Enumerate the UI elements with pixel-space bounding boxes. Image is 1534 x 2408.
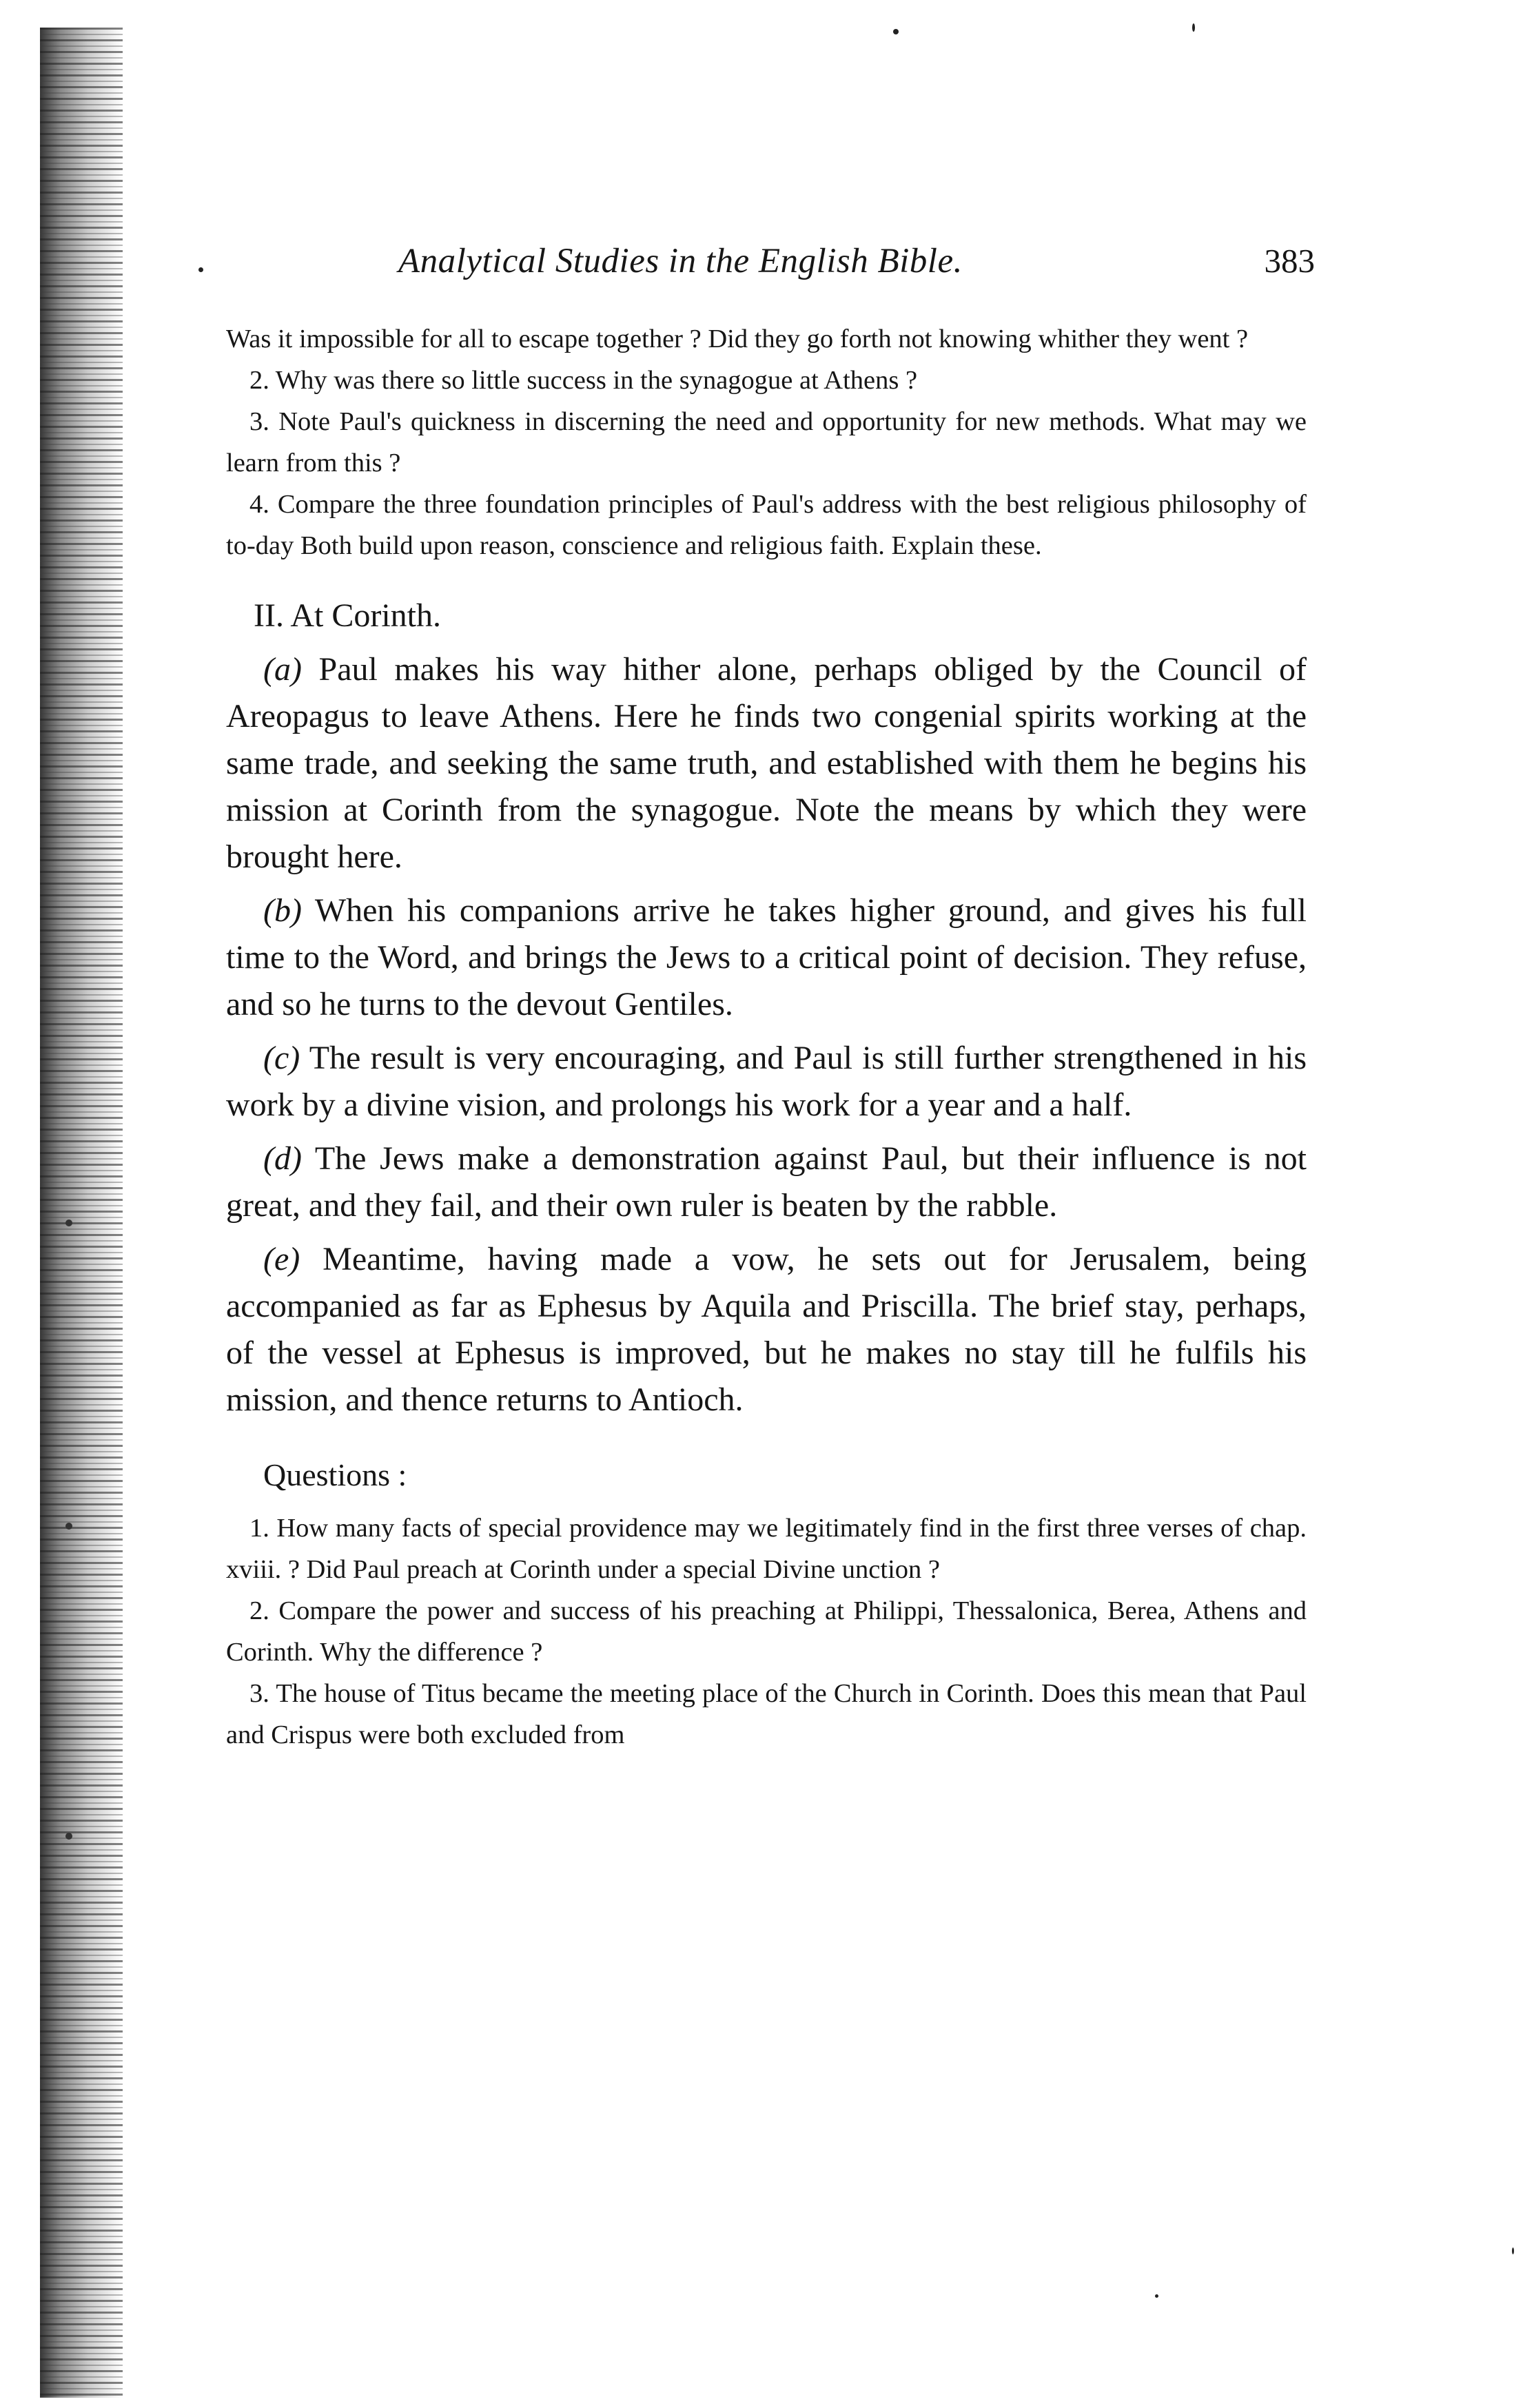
- header-dot: [198, 267, 203, 272]
- question-item: 2. Why was there so little success in the synagogue at Athens ?: [249, 366, 918, 395]
- question-item: 3. Note Paul's quickness in discerning the need and opportunity for new methods. What may we learn from this ?: [226, 407, 1307, 477]
- paragraph-label: (d): [263, 1140, 302, 1177]
- question-continuation: Was it impossible for all to escape together ? Did they go forth not knowing whither they went ?: [226, 325, 1249, 353]
- question-item: 3. The house of Titus became the meeting place of the Church in Corinth. Does this mean that Paul and Crispus were both excluded from: [226, 1679, 1307, 1749]
- question-item: 1. How many facts of special providence may we legitimately find in the first three verses of chap. xviii. ? Did Paul preach at Corinth under a special Divine unction ?: [226, 1514, 1307, 1584]
- page-content: [226, 318, 1307, 1756]
- paragraph-a: [226, 646, 1307, 881]
- binding-mark: [65, 1833, 72, 1840]
- paragraph-text: When his companions arrive he takes higher ground, and gives his full time to the Word, and brings the Jews to a critical point of decision. They refuse, and so he turns to the devout Gentiles.: [226, 892, 1307, 1022]
- questions-heading: Questions :: [263, 1457, 407, 1492]
- top-questions: [226, 318, 1307, 566]
- paragraph-text: The result is very encouraging, and Paul is still further strengthened in his work by a divine vision, and prolongs his work for a year and a half.: [226, 1040, 1307, 1123]
- paragraph-e: [226, 1236, 1307, 1423]
- paragraph-label: (b): [263, 892, 302, 929]
- paragraph-label: (e): [263, 1241, 300, 1277]
- paragraph-label: (c): [263, 1040, 300, 1076]
- questions-list: [226, 1507, 1307, 1756]
- paragraph-text: The Jews make a demonstration against Paul, but their influence is not great, and they fail, and their own ruler is beaten by the rabble.: [226, 1140, 1307, 1224]
- ink-speck: [893, 29, 899, 34]
- running-title: Analytical Studies in the English Bible.: [398, 242, 963, 280]
- ink-speck: [1155, 2294, 1158, 2298]
- ink-speck: [1512, 2247, 1514, 2254]
- binding-mark: [65, 1523, 72, 1530]
- section-heading: II. At Corinth.: [254, 597, 441, 634]
- paragraph-d: [226, 1135, 1307, 1229]
- question-item: 2. Compare the power and success of his preaching at Philippi, Thessalonica, Berea, Athens and Corinth. Why the difference ?: [226, 1596, 1307, 1667]
- paragraph-text: Meantime, having made a vow, he sets out for Jerusalem, being accompanied as far as Ephesus by Aquila and Priscilla. The brief stay, perhaps, of the vessel at Ephesus is improved, but he makes no stay till he fulfils his mission, and thence returns to Antioch.: [226, 1241, 1307, 1418]
- paragraph-text: Paul makes his way hither alone, perhaps obliged by the Council of Areopagus to leave Athens. Here he finds two congenial spirits working at the same trade, and seeking the same truth, and established with them he begins his mission at Corinth from the synagogue. Note the means by which they were brought here.: [226, 651, 1307, 875]
- paragraph-b: [226, 887, 1307, 1028]
- question-item: 4. Compare the three foundation principles of Paul's address with the best religious philosophy of to-day Both build upon reason, conscience and religious faith. Explain these.: [226, 490, 1307, 560]
- paragraph-label: (a): [263, 651, 302, 688]
- page-header: [198, 241, 1315, 289]
- binding-edge: [40, 28, 123, 2398]
- page-number: 383: [1264, 242, 1315, 280]
- ink-speck: [1192, 23, 1195, 32]
- paragraph-c: [226, 1035, 1307, 1129]
- binding-mark: [65, 1220, 72, 1226]
